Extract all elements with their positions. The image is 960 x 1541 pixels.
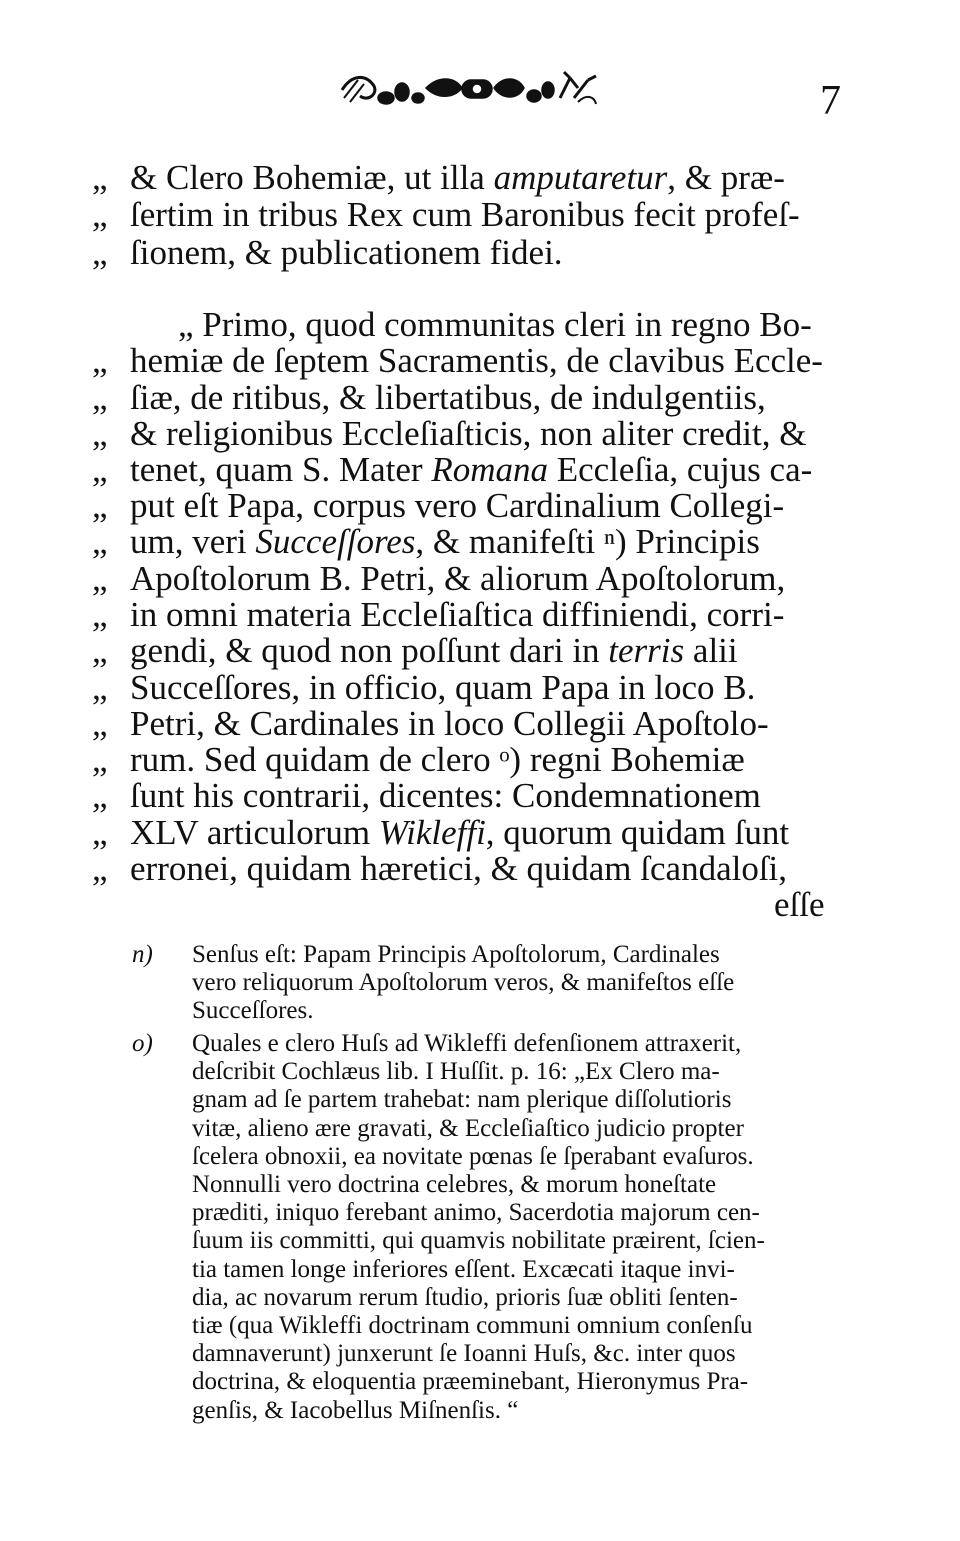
line-text [774,887,825,922]
text-run: erronei, quidam hæretici, & quidam ſcandaloſi, [130,849,788,888]
text-run: ſunt his contrarii, dicentes: Condemnationem [130,776,761,815]
text-run: „ Primo, quod communitas cleri in regno Bo- [178,305,812,344]
footnote-text: vitæ, alieno ære gravati, & Eccleſiaſtico judicio propter [192,1115,744,1142]
line-text [130,452,812,487]
quote-mark: „ [92,195,108,234]
footnote-text: deſcribit Cochlæus lib. I Huſſit. p. 16: „Ex Clero ma- [192,1058,720,1085]
text-run: in omni materia Eccleſiaſtica diffiniendi, corri- [130,595,785,634]
text-run: XLV articulorum [130,813,379,852]
quote-mark: „ [92,668,108,707]
footnote-text: Succeſſores. [192,997,314,1024]
quote-mark: „ [92,631,108,670]
quote-mark: „ [92,559,108,598]
line-text [130,416,806,451]
footnote-label: n) [132,941,153,968]
quote-mark: „ [92,522,108,561]
quote-mark: „ [92,486,108,525]
text-run: Eccleſia, cujus ca- [547,450,813,489]
footnote-text: præditi, iniquo ferebant animo, Sacerdotia majorum cen- [192,1199,760,1226]
footnote-text: tia tamen longe inferiores eſſent. Excæcati itaque invi- [192,1256,735,1283]
quote-mark: „ [92,378,108,417]
footnote-text: Quales e clero Huſs ad Wikleffi defenſionem attraxerit, [192,1030,742,1057]
quote-mark: „ [92,158,108,197]
line-text [130,670,755,705]
line-text [130,597,784,632]
text-run: hemiæ de ſeptem Sacramentis, de clavibus Eccle- [130,341,823,380]
text-run: Apoſtolorum B. Petri, & aliorum Apoſtolorum, [130,559,786,598]
text-run: & Clero Bohemiæ, ut illa [130,158,494,197]
quote-mark: „ [92,740,108,779]
line-text [130,197,800,232]
footnote-text: ſcelera obnoxii, ea novitate pœnas ſe ſperabant evaſuros. [192,1143,754,1170]
line-text [130,742,745,777]
quote-mark: „ [92,414,108,453]
text-run: eſſe [774,885,825,924]
line-text [178,307,812,342]
footnote-text: vero reliquorum Apoſtolorum veros, & manifeſtos eſſe [192,969,735,996]
italic-run: terris [608,631,685,670]
footnote-text: gnam ad ſe partem trahebat: nam plerique diſſolutioris [192,1086,732,1113]
italic-run: Romana [431,450,548,489]
text-run: ſertim in tribus Rex cum Baronibus fecit profeſ- [130,195,800,234]
quote-mark: „ [92,595,108,634]
quote-mark: „ [92,341,108,380]
line-text [130,343,823,378]
line-text [130,815,789,850]
text-run: , quorum quidam ſunt [485,813,790,852]
footnote-text: genſis, & Iacobellus Miſnenſis. “ [192,1397,519,1424]
line-text [130,778,761,813]
line-text [130,561,785,596]
italic-run: amputaretur [493,158,668,197]
text-run: put eſt Papa, corpus vero Cardinalium Collegi- [130,486,785,525]
text-run: , & præ- [667,158,785,197]
footnote-text: doctrina, & eloquentia præeminebant, Hieronymus Pra- [192,1368,749,1395]
quote-mark: „ [92,233,108,272]
italic-run: Wikleffi [378,813,486,852]
page-number: 7 [820,78,841,124]
quote-mark: „ [92,849,108,888]
text-run: tenet, quam S. Mater [130,450,432,489]
quote-mark: „ [92,813,108,852]
line-text [130,633,738,668]
text-run: alii [684,631,738,670]
text-run: ſiæ, de ritibus, & libertatibus, de indulgentiis, [130,378,766,417]
footnote-text: damnaverunt) junxerunt ſe Ioanni Huſs, &c. inter quos [192,1340,736,1367]
text-run: , & manifeſti ⁿ) Principis [415,522,760,561]
text-run: ſionem, & publicationem fidei. [130,233,563,272]
quote-mark: „ [92,450,108,489]
footnote-text: Nonnulli vero doctrina celebres, & morum honeſtate [192,1171,717,1198]
quote-mark: „ [92,704,108,743]
line-text [130,380,766,415]
footnote-text: dia, ac novarum rerum ſtudio, prioris ſuæ obliti ſenten- [192,1284,738,1311]
italic-run: Succeſſores [255,522,416,561]
text-run: Petri, & Cardinales in loco Collegii Apoſtolo- [130,704,769,743]
line-text [130,706,769,741]
footnote-text: tiæ (qua Wikleffi doctrinam communi omnium conſenſu [192,1312,753,1339]
line-text [130,524,760,559]
line-text [130,235,563,270]
footnote-text: ſuum iis committi, qui quamvis nobilitate præirent, ſcien- [192,1227,765,1254]
footnote-text: Senſus eſt: Papam Principis Apoſtolorum, Cardinales [192,941,720,968]
text-run: um, veri [130,522,256,561]
text-run: Succeſſores, in officio, quam Papa in loco B. [130,668,756,707]
footnote-label: o) [132,1030,153,1057]
line-text [130,160,785,195]
header-ornament [338,68,600,112]
line-text [130,488,784,523]
line-text [130,851,787,886]
text-run: gendi, & quod non poſſunt dari in [130,631,609,670]
quote-mark: „ [92,776,108,815]
text-run: & religionibus Eccleſiaſticis, non aliter credit, & [130,414,807,453]
text-run: rum. Sed quidam de clero ᵒ) regni Bohemiæ [130,740,745,779]
